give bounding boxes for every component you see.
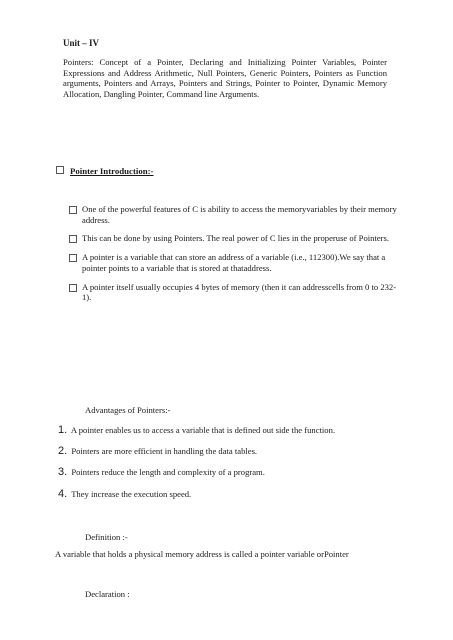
list-item (69, 233, 399, 244)
list-item-number: 1. (58, 424, 68, 436)
list-item-number: 3. (58, 466, 68, 479)
definition-heading: Definition :- (85, 532, 128, 542)
list-item-text: They increase the execution speed. (71, 488, 192, 499)
unit-title: Unit – IV (63, 38, 100, 48)
list-item (58, 446, 398, 457)
checkbox-bullet-icon (69, 235, 77, 243)
topics-paragraph: Pointers: Concept of a Pointer, Declaring and Initializing Pointer Variables, Pointer Expressions and Address Arithmetic, Null Pointers, Generic Pointers, Pointers as Function arguments, Pointers and Arrays, Pointers and Strings, Pointer to Pointer, Dynamic Memory Allocation, Dangling Pointer, Command line Arguments. (63, 57, 387, 99)
list-item-text: Pointers are more efficient in handling the data tables. (71, 446, 258, 457)
section-heading-pointer-introduction (56, 166, 154, 177)
checkbox-bullet-icon (69, 254, 77, 262)
list-item (58, 425, 398, 436)
list-item-text: A pointer itself usually occupies 4 bytes of memory (then it can addresscells from 0 to 232-1). (82, 281, 397, 303)
checkbox-bullet-icon (69, 206, 77, 214)
intro-bullet-list (69, 204, 399, 311)
definition-text: A variable that holds a physical memory address is called a pointer variable orPointer (55, 549, 349, 559)
list-item (58, 489, 398, 500)
list-item-text: Pointers reduce the length and complexity of a program. (71, 467, 265, 478)
advantages-list (58, 425, 398, 510)
list-item-text: A pointer is a variable that can store an address of a variable (i.e., 112300).We say that a pointer points to a variable that is stored at thataddress. (82, 252, 386, 273)
checkbox-bullet-icon (56, 166, 64, 174)
list-item (69, 252, 399, 273)
advantages-heading: Advantages of Pointers:- (85, 405, 171, 415)
list-item (58, 467, 398, 478)
list-item (69, 282, 399, 303)
section-heading-text: Pointer Introduction:- (70, 166, 154, 176)
declaration-heading: Declaration : (85, 589, 130, 599)
list-item-number: 2. (58, 445, 68, 458)
list-item-text: A pointer enables us to access a variable that is defined out side the function. (70, 425, 336, 435)
list-item (69, 204, 399, 225)
list-item-text: This can be done by using Pointers. The real power of C lies in the properuse of Pointers. (82, 233, 390, 244)
list-item-number: 4. (58, 487, 68, 500)
list-item-text: One of the powerful features of C is ability to access the memoryvariables by their memory address. (82, 204, 397, 225)
checkbox-bullet-icon (69, 284, 77, 292)
